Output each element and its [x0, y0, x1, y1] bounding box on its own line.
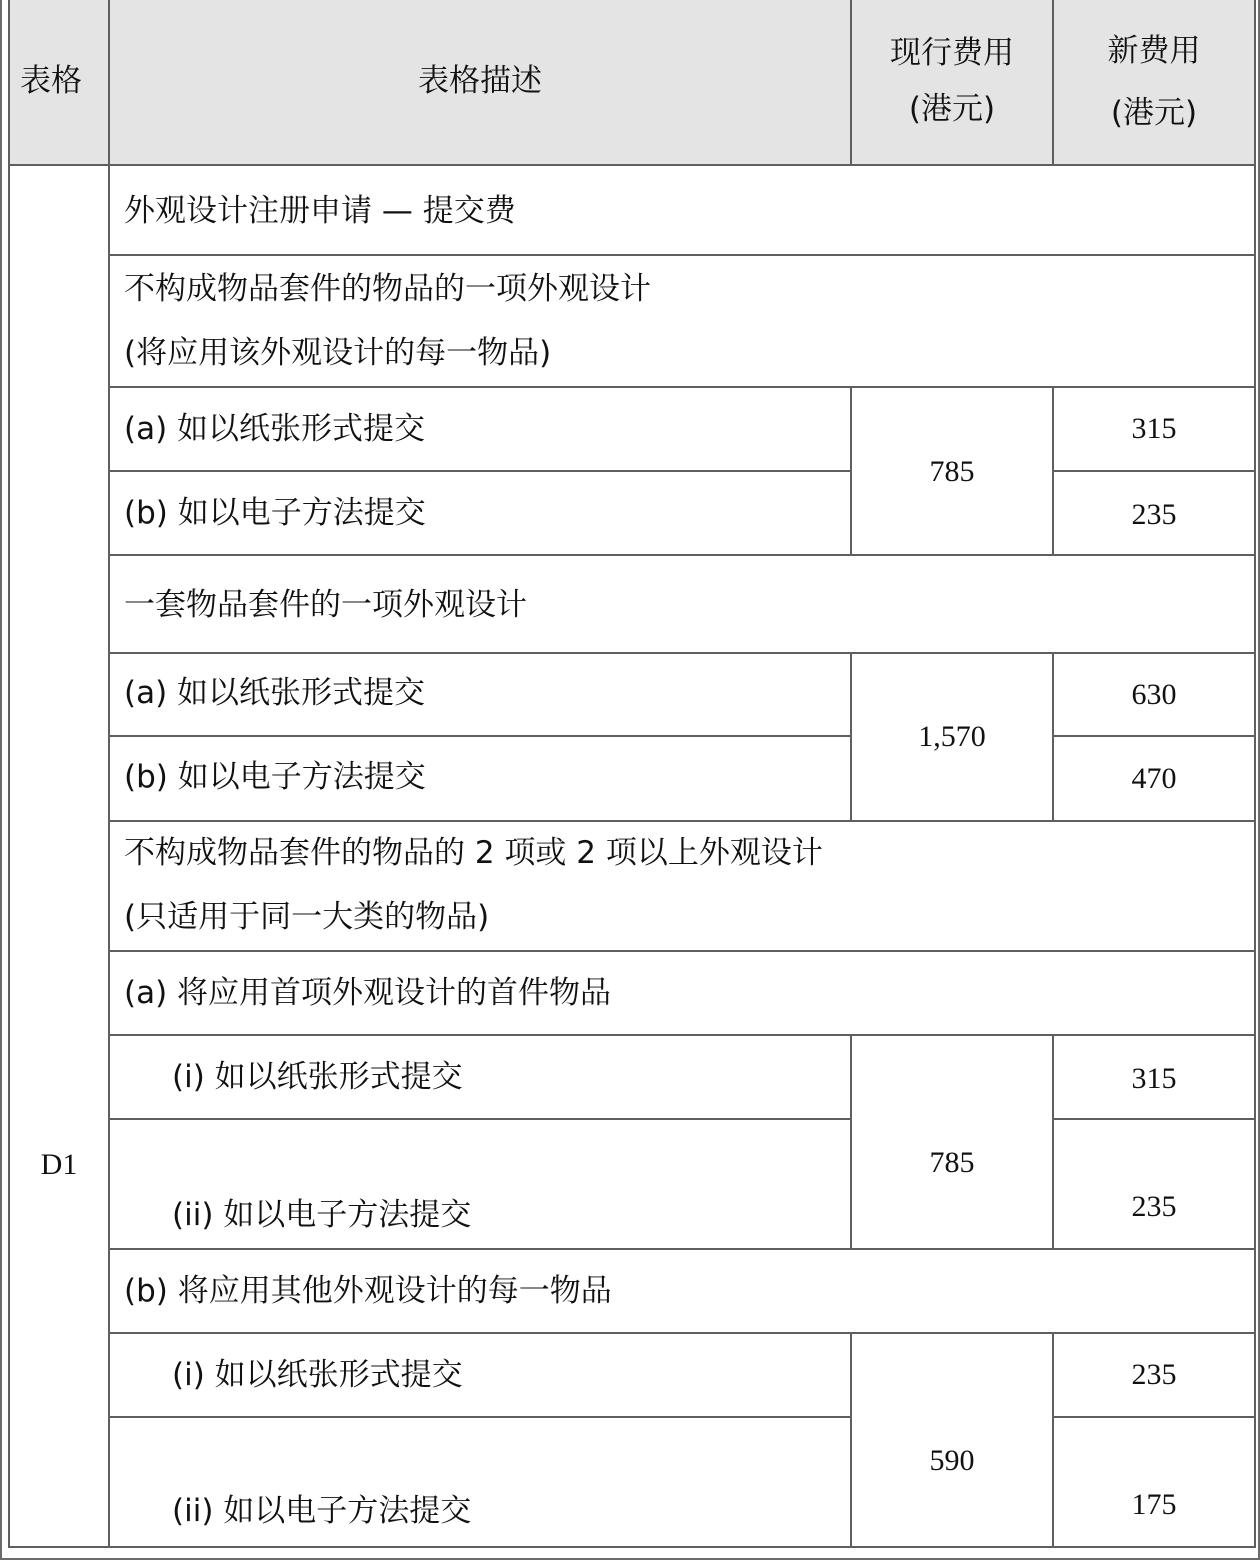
row-divider [8, 164, 1256, 166]
fee-item-label: (i) 如以纸张形式提交 [172, 1059, 463, 1095]
fee-item-label: (b) 如以电子方法提交 [124, 759, 426, 795]
row-divider [108, 820, 1256, 822]
form-code: D1 [40, 1148, 78, 1181]
column-divider [1052, 0, 1054, 164]
new-fee-value: 235 [1131, 498, 1177, 531]
section-heading: 不构成物品套件的物品的一项外观设计 [124, 271, 651, 307]
row-divider [108, 1034, 1256, 1036]
current-fee-value: 785 [929, 1146, 975, 1179]
current-fee-value: 590 [929, 1444, 975, 1477]
fee-item-label: (ii) 如以电子方法提交 [172, 1493, 472, 1529]
row-divider [1052, 1416, 1256, 1418]
new-fee-value: 315 [1131, 1062, 1177, 1095]
fee-item-label: (i) 如以纸张形式提交 [172, 1357, 463, 1393]
section-heading: 一套物品套件的一项外观设计 [124, 587, 527, 623]
row-divider [1052, 470, 1256, 472]
row-divider [1052, 735, 1256, 737]
column-divider [850, 1332, 852, 1546]
row-divider [108, 554, 1256, 556]
header-description: 表格描述 [418, 63, 542, 99]
table-border [8, 0, 10, 1548]
header-current-fee-unit: (港元) [908, 91, 996, 127]
row-divider [108, 386, 1256, 388]
table-border [8, 1546, 1256, 1548]
row-divider [108, 470, 852, 472]
new-fee-value: 630 [1131, 678, 1177, 711]
current-fee-value: 785 [929, 455, 975, 488]
section-title: 外观设计注册申请 — 提交费 [124, 193, 516, 229]
header-current-fee: 现行费用 [890, 35, 1014, 71]
column-divider [108, 0, 110, 1548]
row-divider [1052, 1118, 1256, 1120]
fee-item-label: (b) 如以电子方法提交 [124, 495, 426, 531]
header-new-fee: 新费用 [1107, 33, 1201, 69]
new-fee-value: 470 [1131, 762, 1177, 795]
row-divider [108, 254, 1256, 256]
subsection-heading: (a) 将应用首项外观设计的首件物品 [124, 975, 612, 1011]
header-form: 表格 [20, 63, 82, 99]
row-divider [108, 1332, 1256, 1334]
column-divider [850, 0, 852, 164]
fee-item-label: (a) 如以纸张形式提交 [124, 411, 426, 447]
table-border [1254, 0, 1256, 1548]
row-divider [108, 1416, 852, 1418]
fee-item-label: (a) 如以纸张形式提交 [124, 675, 426, 711]
new-fee-value: 235 [1131, 1190, 1177, 1223]
section-note: (只适用于同一大类的物品) [124, 899, 490, 935]
header-new-fee-unit: (港元) [1110, 95, 1198, 131]
column-divider [850, 1034, 852, 1248]
section-note: (将应用该外观设计的每一物品) [124, 335, 552, 371]
row-divider [108, 1118, 852, 1120]
row-divider [108, 652, 1256, 654]
row-divider [108, 1248, 1256, 1250]
section-heading: 不构成物品套件的物品的 2 项或 2 项以上外观设计 [124, 835, 823, 871]
new-fee-value: 235 [1131, 1358, 1177, 1391]
row-divider [108, 950, 1256, 952]
new-fee-value: 315 [1131, 412, 1177, 445]
new-fee-value: 175 [1131, 1488, 1177, 1521]
subsection-heading: (b) 将应用其他外观设计的每一物品 [124, 1273, 612, 1309]
fee-item-label: (ii) 如以电子方法提交 [172, 1197, 472, 1233]
row-divider [108, 735, 852, 737]
current-fee-value: 1,570 [918, 720, 986, 753]
